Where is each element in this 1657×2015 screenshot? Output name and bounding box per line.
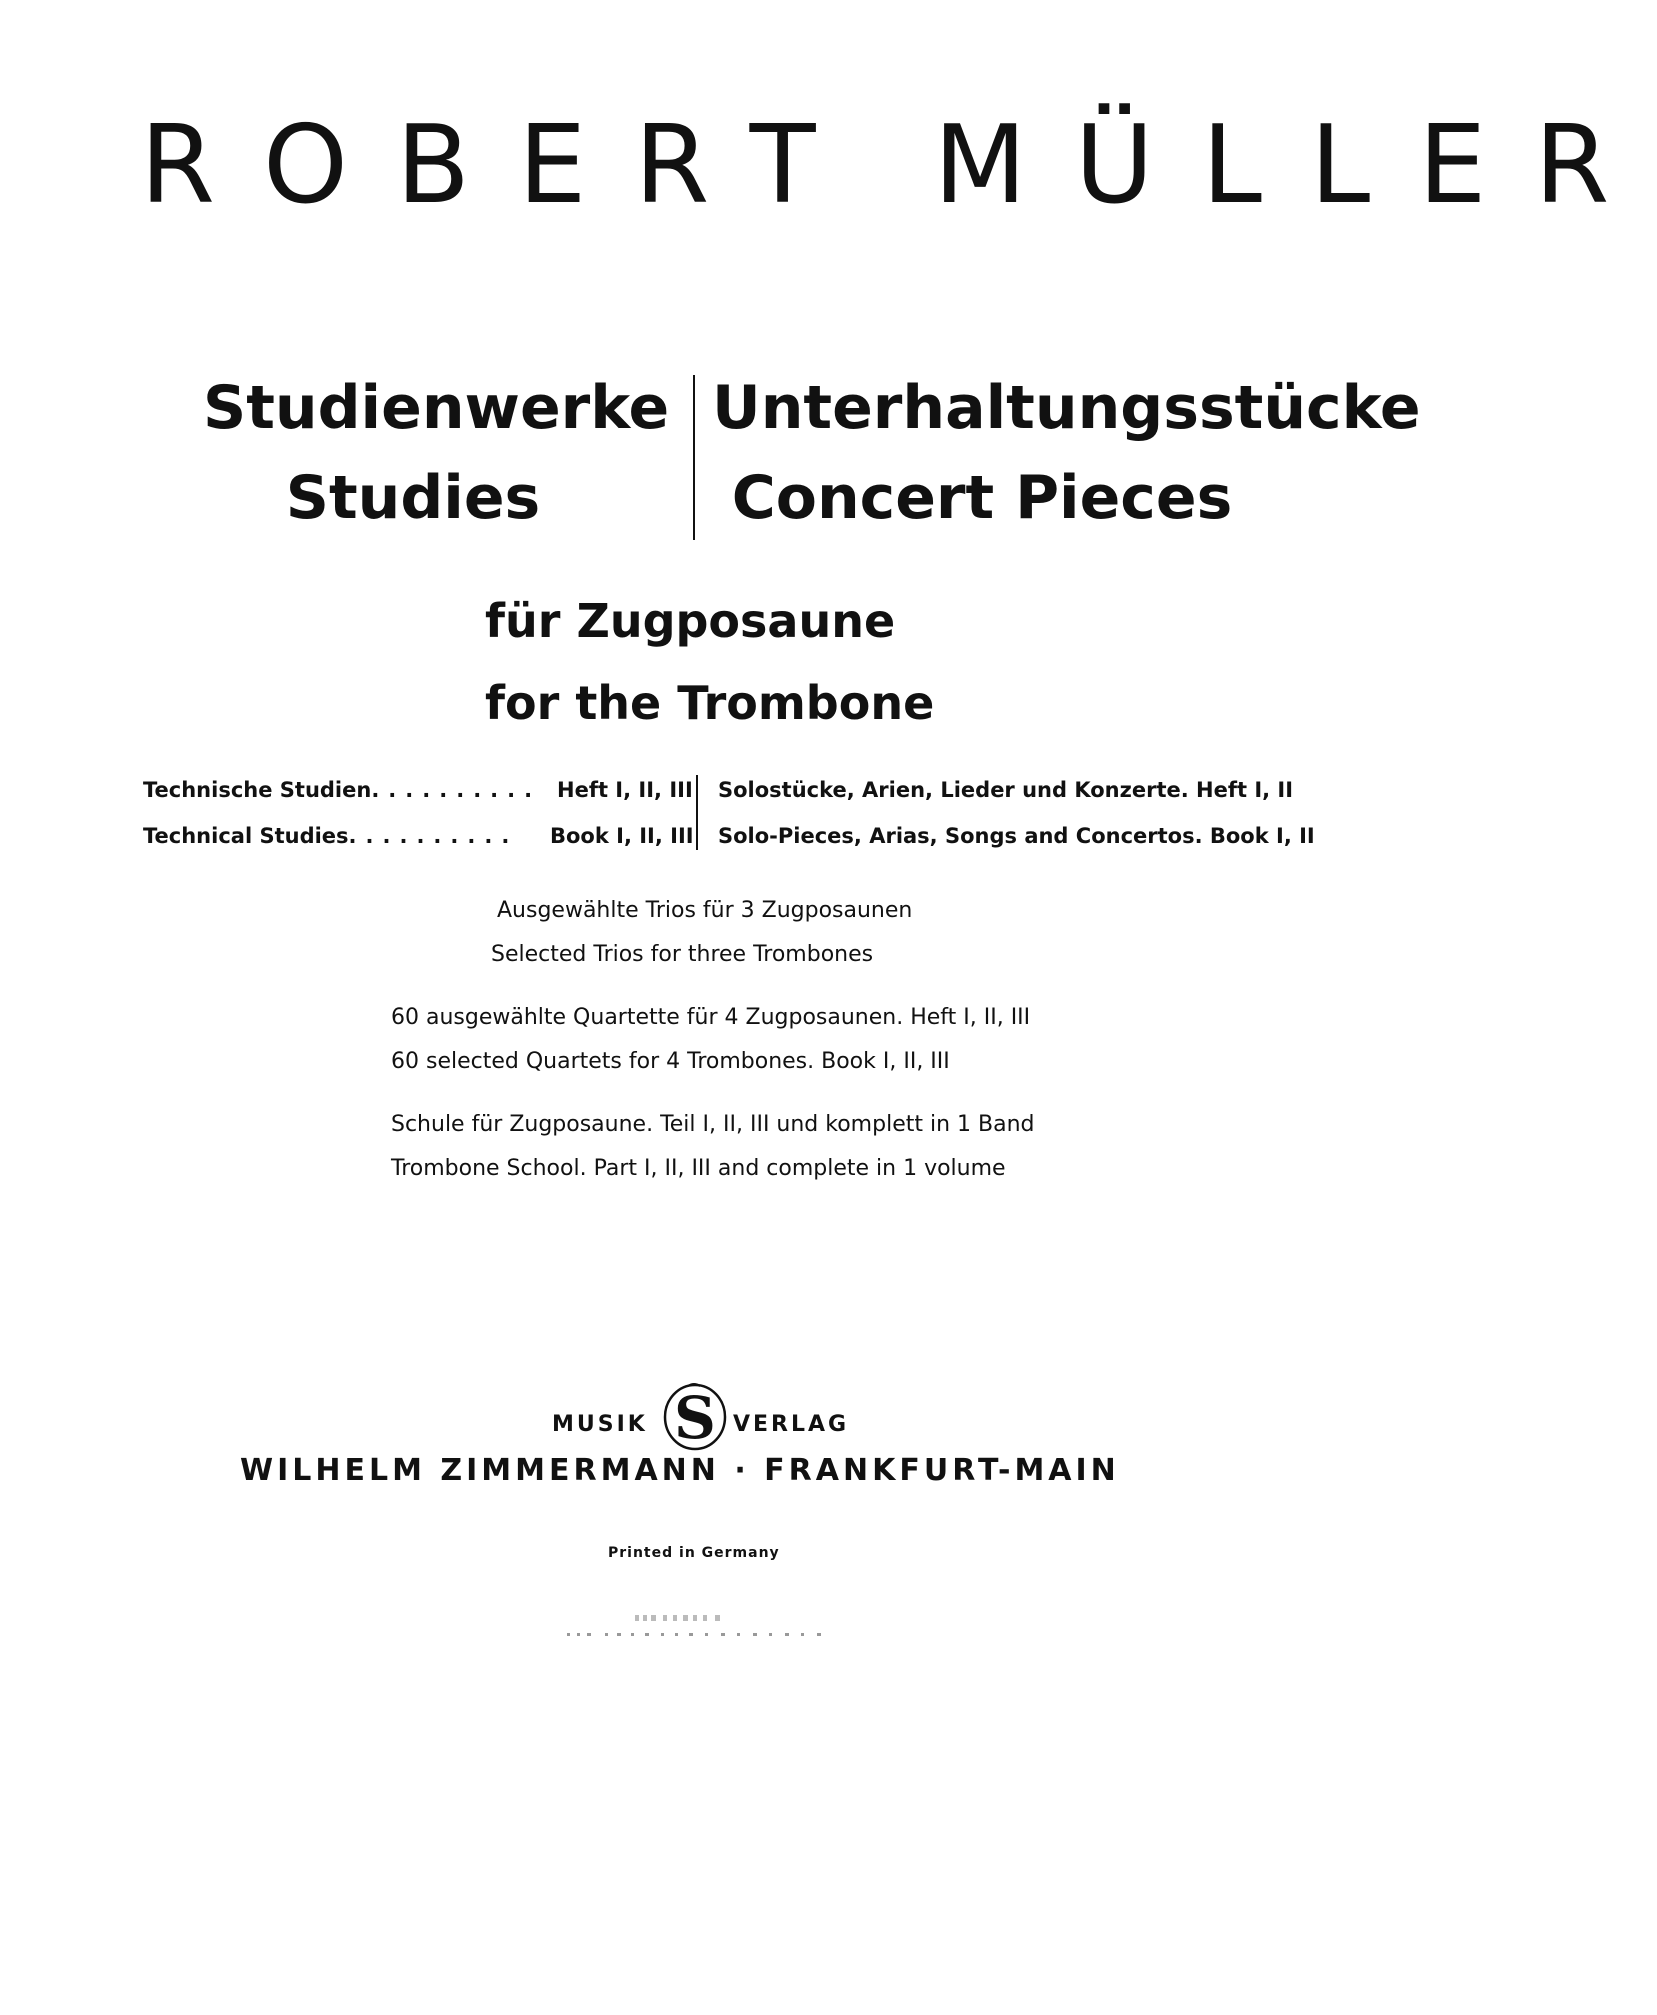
title-concert-pieces: Concert Pieces <box>731 463 1233 533</box>
publisher-verlag: VERLAG <box>733 1412 850 1437</box>
catalog-solo-pieces: Solo-Pieces, Arias, Songs and Concertos. Book I, II <box>718 824 1315 848</box>
quartets-en: 60 selected Quartets for 4 Trombones. Book I, II, III <box>391 1049 950 1074</box>
publisher-name: WILHELM ZIMMERMANN · FRANKFURT-MAIN <box>240 1453 1120 1488</box>
catalog-technical-studies <box>143 826 518 847</box>
title-divider <box>693 375 695 540</box>
catalog-label: Technical Studies <box>143 824 349 848</box>
catalog-solostuecke: Solostücke, Arien, Lieder und Konzerte. Heft I, II <box>718 778 1294 802</box>
leader-dots: .......... <box>348 824 519 848</box>
publisher-musik: MUSIK <box>552 1412 648 1437</box>
catalog-technische-studien <box>143 780 541 801</box>
composer-last-name: MÜLLER <box>933 103 1657 228</box>
title-unterhaltungsstuecke: Unterhaltungsstücke <box>712 373 1421 443</box>
school-de: Schule für Zugposaune. Teil I, II, III und komplett in 1 Band <box>391 1112 1035 1137</box>
catalog-label: Technische Studien <box>143 778 372 802</box>
trios-en: Selected Trios for three Trombones <box>491 942 874 967</box>
catalog-heft-volumes: Heft I, II, III <box>557 778 693 802</box>
instrument-en: for the Trombone <box>485 676 935 730</box>
composer-name <box>140 103 1657 228</box>
title-studienwerke: Studienwerke <box>203 373 670 443</box>
composer-first-name: ROBERT <box>140 103 864 228</box>
catalog-divider <box>696 775 698 850</box>
leader-dots: .......... <box>371 778 542 802</box>
faint-stamp-marks <box>565 1613 830 1643</box>
catalog-book-volumes: Book I, II, III <box>550 824 694 848</box>
svg-text:S: S <box>674 1384 716 1452</box>
trios-de: Ausgewählte Trios für 3 Zugposaunen <box>497 898 913 923</box>
publisher-logo-icon <box>660 1380 730 1452</box>
school-en: Trombone School. Part I, II, III and complete in 1 volume <box>391 1156 1006 1181</box>
title-studies: Studies <box>285 463 541 533</box>
quartets-de: 60 ausgewählte Quartette für 4 Zugposaunen. Heft I, II, III <box>391 1005 1031 1030</box>
instrument-de: für Zugposaune <box>485 594 896 648</box>
printed-in-germany: Printed in Germany <box>608 1545 780 1561</box>
